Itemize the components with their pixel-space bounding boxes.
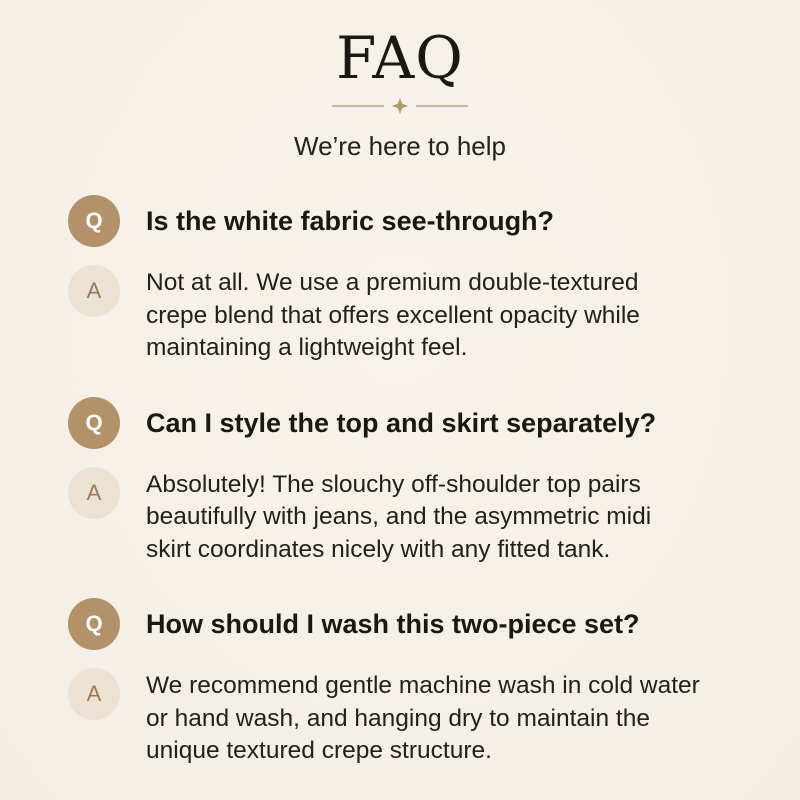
- faq-list: [68, 195, 748, 768]
- four-point-star-icon: [392, 98, 408, 114]
- page-subtitle: We’re here to help: [294, 131, 506, 161]
- answer-badge: A: [68, 668, 120, 720]
- answer-badge: A: [68, 467, 120, 519]
- answer-line: skirt coordinates nicely with any fitted tank.: [146, 535, 611, 563]
- answer-line: Absolutely! The slouchy off-shoulder top pairs: [146, 470, 641, 498]
- question-text: Is the white fabric see-through?: [146, 206, 555, 236]
- faq-item: [68, 598, 748, 768]
- answer-line: Not at all. We use a premium double-textured: [146, 269, 639, 296]
- question-row: [68, 195, 748, 247]
- question-badge: Q: [68, 598, 120, 650]
- answer-text: [146, 670, 700, 768]
- answer-line: maintaining a lightweight feel.: [146, 334, 468, 361]
- question-row: [68, 397, 748, 449]
- answer-text: [146, 267, 640, 365]
- faq-item: [68, 195, 748, 365]
- answer-line: crepe blend that offers excellent opacity while: [146, 301, 640, 329]
- answer-line: We recommend gentle machine wash in cold water: [146, 672, 700, 699]
- question-badge: Q: [68, 195, 120, 247]
- faq-item: [68, 397, 748, 567]
- title-divider: [330, 96, 470, 116]
- answer-row: [68, 668, 748, 768]
- answer-row: [68, 467, 748, 567]
- answer-line: or hand wash, and hanging dry to maintain the: [146, 704, 650, 732]
- question-text: How should I wash this two-piece set?: [146, 609, 640, 639]
- answer-text: [146, 469, 651, 567]
- question-row: [68, 598, 748, 650]
- answer-row: [68, 265, 748, 365]
- answer-line: unique textured crepe structure.: [146, 737, 492, 764]
- question-text: Can I style the top and skirt separately?: [146, 407, 657, 438]
- answer-badge: A: [68, 265, 120, 317]
- answer-line: beautifully with jeans, and the asymmetric midi: [146, 503, 652, 530]
- question-badge: Q: [68, 397, 120, 449]
- page-title: FAQ: [336, 24, 464, 92]
